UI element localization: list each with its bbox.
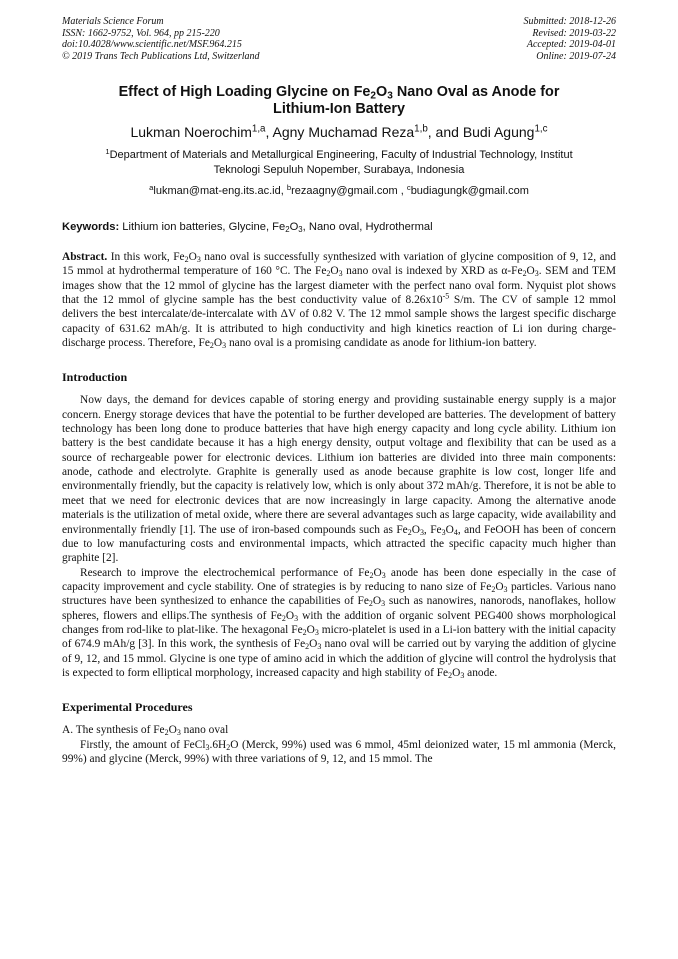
experimental-heading: Experimental Procedures	[62, 700, 193, 715]
author-list: Lukman Noerochim$^{1,a}$, Agny Muchamad Reza$^{1,b}$, and Budi Agung$^{1,c}$	[130, 123, 548, 140]
publication-header	[62, 16, 616, 62]
online-date: Online: 2019-07-24	[536, 50, 616, 62]
email-link[interactable]: budiagungk@gmail.com	[410, 185, 529, 197]
introduction-paragraph-1: Now days, the demand for devices capable of storing energy and providing sustainable energy supply is a major concern. Energy storage devices that have the potential to be further developed are batteries. The development of battery technology has been long done to produce batteries that have high energy capacity and long cycle ability. Lithium ion battery is the best candidate because it has a high energy density, output voltage and flexibility that can be used as a source of rechargeable power for electronic devices. Lithium ion batteries are divided into three main components: anode, cathode and electrolyte. Graphite is generally used as anode because graphite is low cost, longer life and environmentally friendly, but the capacity is relatively low, which is only about 372 mAh/g. Therefore, it is not be able to meet that we need for electronic devices that are now increasingly in large capacity. Among the alternative anode materials is the utilization of metal oxide, where there are several advantages such as large capacity, wide availability and environmentally friendly [1]. The use of iron-based compounds such as $Fe_2O_3$, $Fe_3O_4$, and FeOOH has been of concern due to low manufacturing costs and environmental impacts, which attracted the specific capacity much higher than graphite [2].	[62, 394, 616, 565]
issn: ISSN: 1662-9752, Vol. 964, pp 215-220	[62, 27, 220, 39]
author-emails: $^a$lukman@mat-eng.its.ac.id, $^b$rezaagny@gmail.com , $^c$budiagungk@gmail.com	[149, 182, 529, 197]
introduction-heading: Introduction	[62, 370, 128, 385]
paper-page	[62, 16, 616, 766]
keywords-label: Keywords:	[62, 221, 120, 233]
copyright: © 2019 Trans Tech Publications Ltd, Switzerland	[62, 50, 260, 62]
author-name: Lukman Noerochim	[130, 124, 252, 140]
journal-name: Materials Science Forum	[62, 16, 164, 27]
experimental-subheading: A. The synthesis of $Fe_2O_3$ nano oval	[62, 724, 229, 738]
email-link[interactable]: rezaagny@gmail.com ,	[291, 185, 407, 197]
accepted-date: Accepted: 2019-04-01	[526, 39, 616, 50]
email-link[interactable]: lukman@mat-eng.its.ac.id,	[153, 185, 287, 197]
introduction-paragraph-2: Research to improve the electrochemical performance of $Fe_2O_3$ anode has been done especially in the case of capacity improvement and cycle stability. One of strategies is by reducing to nano size of $Fe_2O_3$ particles. Various nano structures have been synthesized to enhance the capabilities of $Fe_2O_3$ such as nanowires, nanorods, nanoflakes, hollow spheres, flowers and ellips.The synthesis of $Fe_2O_3$ with the addition of organic solvent PEG400 shows morphological changes from rod-like to plat-like. The hexagonal $Fe_2O_3$ micro-platelet is used in a Li-ion battery with the initial capacity of 674.9 mAh/g [3]. In this work, the synthesis of $Fe_2O_3$ nano oval will be carried out by varying the addition of glycine of 9, 12, and 15 mmol. Glycine is one type of amino acid in which the addition of glycine will control the hydrolysis that is expected to form elliptical morphology, increased capacity and high stability of $Fe_2O_3$ anode.	[62, 566, 616, 680]
publication-dates	[524, 16, 617, 62]
abstract-label: Abstract.	[62, 251, 108, 263]
journal-info	[62, 16, 260, 62]
doi: doi:10.4028/www.scientific.net/MSF.964.215	[62, 39, 242, 50]
submitted-date: Submitted: 2018-12-26	[523, 16, 616, 27]
author-name: Budi Agung	[462, 124, 535, 140]
affiliation: $^1$Department of Materials and Metallurgical Engineering, Faculty of Industrial Technology, Institut Teknologi Sepuluh Nopember, Surabaya, Indonesia	[105, 146, 573, 176]
paper-title: Effect of High Loading Glycine on $Fe_2O_3$ Nano Oval as Anode for Lithium-Ion Battery	[118, 84, 560, 117]
experimental-paragraph-1: Firstly, the amount of $FeCl_3.6H_2O$ (Merck, 99%) used was 6 mmol, 45ml deionized water, 15 ml ammonia (Merck, 99%) and glycine (Merck, 99%) with three variations of 9, 12, and 15 mmol. The	[62, 738, 616, 765]
author-name: Agny Muchamad Reza	[272, 124, 415, 140]
abstract: Abstract. In this work, $Fe_2O_3$ nano oval is successfully synthesized with variation of glycine composition of 9, 12, and 15 mmol at hydrothermal temperature of 160 °C. The $Fe_2O_3$ nano oval is indexed by XRD as $\alpha-Fe_2O_3$. SEM and TEM images show that the 12 mmol of glycine has the largest diameter with the perfect nano oval form. Nyquist plot shows that the 12 mmol of glycine sample has the best conductivity value of $8.26x10^{-5}$ S/m. The CV of sample 12 mmol delivers the best intercalate/de-intercalate with ΔV of 0.82 V. The 12 mmol sample shows the largest specific discharge capacity of 631.62 mAh/g. It is attributed to high conductivity and high kinetics reaction of Li ion during charge-discharge process. Therefore, $Fe_2O_3$ nano oval is a promising candidate as anode for lithium-ion battery.	[62, 251, 616, 351]
keywords: Keywords: Lithium ion batteries, Glycine, $Fe_2O_3$, Nano oval, Hydrothermal	[62, 221, 433, 234]
revised-date: Revised: 2019-03-22	[532, 27, 616, 39]
